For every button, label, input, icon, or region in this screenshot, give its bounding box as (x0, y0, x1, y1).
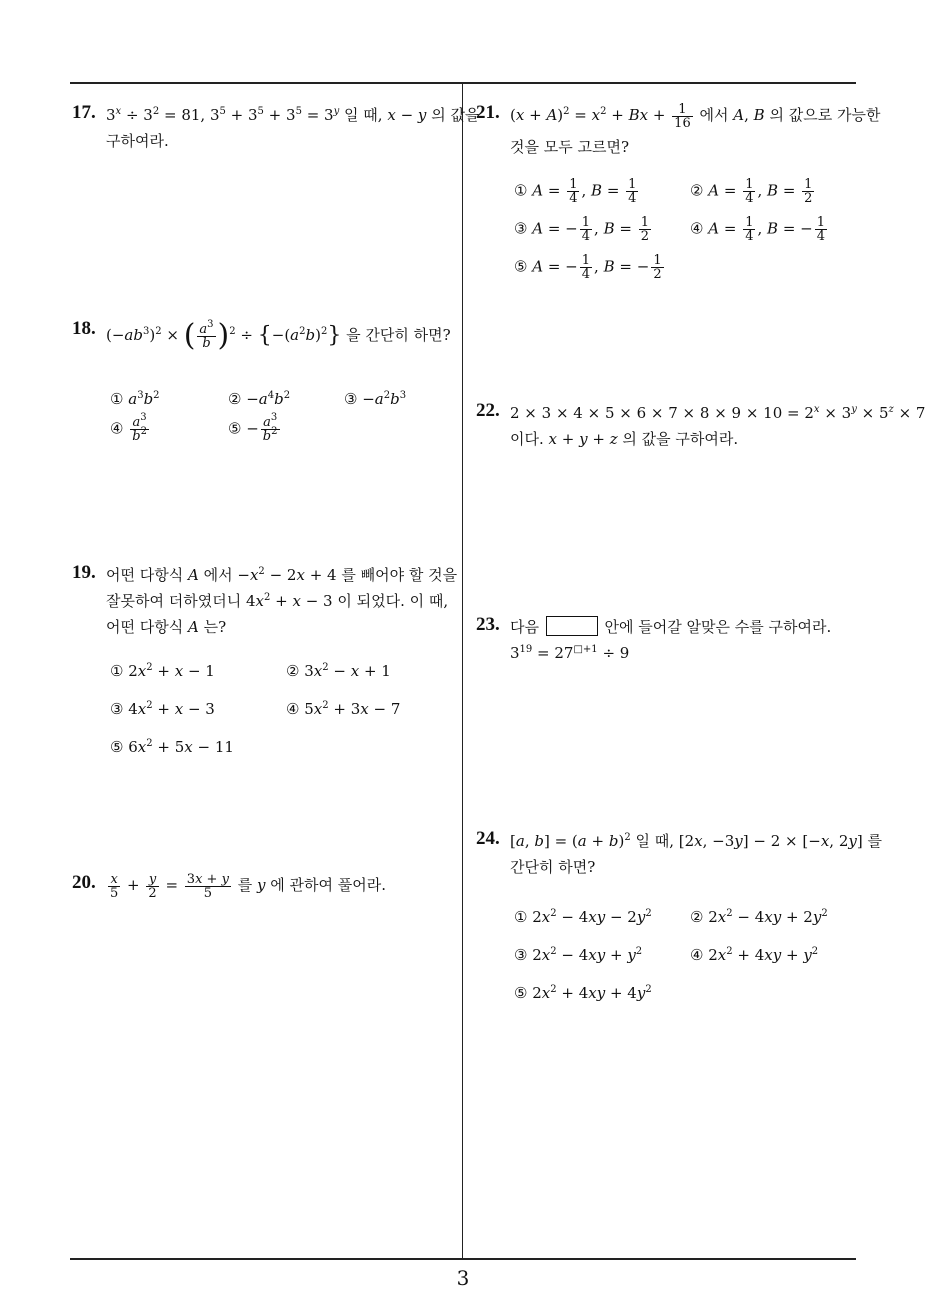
choice-4[interactable]: ④ A = $\frac{1}{4}$ , B = − $\frac{1}{4}$ (690, 214, 826, 244)
choices (110, 390, 462, 460)
question-18: 18. $(-ab^3)^2$ × ( $\frac{a^3}{b}$ )$^2 \div \{-(a^2b)^2\}$ 을 간단히 하면? ① $a^3b^2$ ② $-a^4b^2$ ③ $-a^2b^3$ ④ $\frac{a^3}{b^2}$ ⑤ − $\frac{a^3}{b^2}$ (72, 318, 462, 460)
question-number: 20. (72, 872, 96, 893)
answer-blank[interactable] (546, 616, 598, 636)
choice-5[interactable]: ⑤ A = − $\frac{1}{4}$ , B = − $\frac{1}{2}$ (514, 252, 662, 282)
choices (110, 662, 462, 762)
choice-5[interactable]: ⑤ − $\frac{a^3}{b^2}$ (228, 411, 278, 444)
choice-2[interactable]: ② A = $\frac{1}{4}$ , B = $\frac{1}{2}$ (690, 176, 813, 206)
question-number: 24. (476, 828, 500, 849)
choice-5[interactable]: ⑤ $6x^2 + 5x - 11$ (110, 738, 234, 756)
bottom-rule (70, 1258, 856, 1260)
choice-2[interactable]: ② $3x^2 - x + 1$ (286, 662, 391, 680)
choice-4[interactable]: ④ $2x^2 + 4xy + y^2$ (690, 946, 819, 964)
choice-3[interactable]: ③ $2x^2 - 4xy + y^2$ (514, 946, 643, 964)
choice-5[interactable]: ⑤ $2x^2 + 4xy + 4y^2$ (514, 984, 652, 1002)
question-number: 23. (476, 614, 500, 635)
choice-3[interactable]: ③ $4x^2 + x - 3$ (110, 700, 215, 718)
choice-3[interactable]: ③ A = − $\frac{1}{4}$ , B = $\frac{1}{2}$ (514, 214, 650, 244)
question-number: 17. (72, 102, 96, 123)
question-17: 17. $3^x \div 3^2 = 81$, $3^5 + 3^5 + 3^5 = 3^y$ 일 때, x − y 의 값을 구하여라. (72, 102, 480, 150)
choice-2[interactable]: ② $-a^4b^2$ (228, 389, 291, 408)
choice-1[interactable]: ① $2x^2 + x - 1$ (110, 662, 215, 680)
choice-4[interactable]: ④ $\frac{a^3}{b^2}$ (110, 411, 147, 444)
question-20: 20. $\frac{x}{5}$ + $\frac{y}{2}$ = $\frac{3x + y}{5}$ 를 y 에 관하여 풀어라. (72, 871, 387, 901)
choice-1[interactable]: ① $2x^2 - 4xy - 2y^2$ (514, 908, 652, 926)
choice-3[interactable]: ③ $-a^2b^3$ (344, 389, 407, 408)
question-21: 21. $(x + A)^2 = x^2 + Bx$ + $\frac{1}{16}$ 에서 A, B 의 값으로 가능한 것을 모두 고르면? ① A = $\frac{1}{4}$ , B = $\frac{1}{4}$ ② A = $\frac{1}{4}$ , B = $\frac{1}{2}$ ③ A = − $\frac{1}{4}$ , B = $\frac{1}{2}$ ④ A = $\frac{1}{4}$ , B = − $\frac{1}{4}$ ⑤ A = − $\frac{1}{4}$ , B = − $\frac{1}{2}$ (476, 102, 866, 298)
question-number: 19. (72, 562, 96, 583)
question-number: 21. (476, 102, 500, 123)
question-24: 24. [a, $b] = (a + b)^2$ 일 때, [2x, −3y] − 2 × [−x, 2y] 를 간단히 하면? ① $2x^2 - 4xy - 2y^2$ ② $2x^2 - 4xy + 2y^2$ ③ $2x^2 - 4xy + y^2$ ④ $2x^2 + 4xy + y^2$ ⑤ $2x^2 + 4xy + 4y^2$ (476, 828, 866, 1008)
page-number: 3 (456, 1266, 470, 1290)
question-number: 18. (72, 318, 96, 339)
question-23: 23. 다음 안에 들어갈 알맞은 수를 구하여라. $3^{19} = 27^{□+1} \div 9$ (476, 614, 832, 662)
choice-1[interactable]: ① A = $\frac{1}{4}$ , B = $\frac{1}{4}$ (514, 176, 637, 206)
choice-1[interactable]: ① $a^3b^2$ (110, 389, 160, 408)
choice-2[interactable]: ② $2x^2 - 4xy + 2y^2$ (690, 908, 828, 926)
column-divider (462, 82, 463, 1259)
question-22: 22. $2 \times 3 \times 4 \times 5 \times 6 \times 7 \times 8 \times 9 \times 10 = 2^x \times 3^y \times 5^z \times 7$ 이다. x + y + z 의 값을 구하여라. (476, 400, 926, 448)
choices (514, 178, 866, 298)
choice-4[interactable]: ④ $5x^2 + 3x - 7$ (286, 700, 401, 718)
choices (514, 908, 866, 1008)
question-number: 22. (476, 400, 500, 421)
question-19: 19. 어떤 다항식 A 에서 $-x^2 - 2x + 4$ 를 빼어야 할 것을 잘못하여 더하였더니 $4x^2 + x - 3$ 이 되었다. 이 때, 어떤 다항식 A 는? ① $2x^2 + x - 1$ ② $3x^2 - x + 1$ ③ $4x^2 + x - 3$ ④ $5x^2 + 3x - 7$ ⑤ $6x^2 + 5x - 11$ (72, 562, 462, 762)
